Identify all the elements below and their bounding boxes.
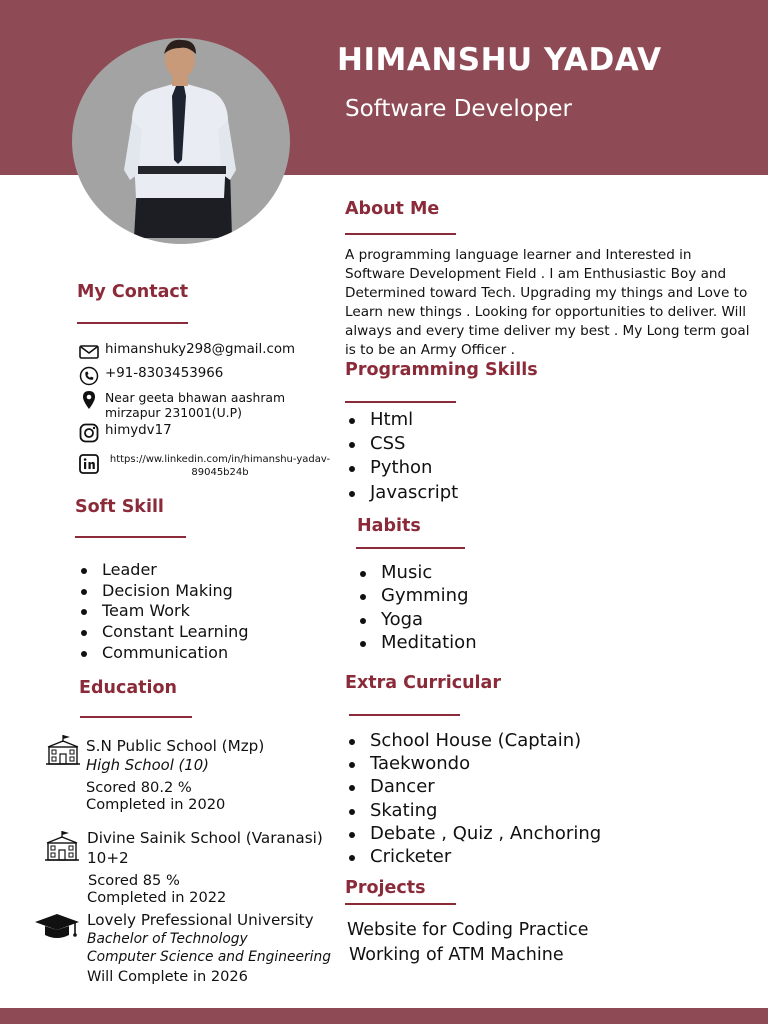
- projects-heading: Projects: [345, 878, 426, 898]
- soft-skill-rule: [75, 536, 186, 538]
- education-score: Scored 80.2 %: [86, 779, 192, 796]
- soft-skill-heading: Soft Skill: [75, 497, 164, 517]
- address-text: Near geeta bhawan aashram mirzapur 231001(U.P): [105, 390, 286, 420]
- education-heading: Education: [79, 678, 177, 698]
- programming-skill-item: Javascript: [346, 481, 458, 505]
- extra-curricular-item: Debate , Quiz , Anchoring: [346, 822, 601, 845]
- education-school-name: Lovely Prefessional University: [87, 911, 314, 929]
- extra-curricular-heading: Extra Curricular: [345, 673, 501, 693]
- education-completed: Will Complete in 2026: [87, 968, 248, 985]
- linkedin-text: https://ww.linkedin.com/in/himanshu-yadav-89045b24b: [109, 454, 331, 478]
- education-level: High School (10): [86, 757, 209, 774]
- habit-item: Music: [357, 561, 477, 584]
- soft-skill-item: Constant Learning: [78, 622, 248, 643]
- programming-skill-list: [346, 408, 458, 505]
- habit-item: Yoga: [357, 608, 477, 631]
- soft-skill-item: Decision Making: [78, 581, 248, 602]
- extra-curricular-item: Taekwondo: [346, 752, 601, 775]
- person-figure: [72, 38, 290, 244]
- graduation-cap-icon: [33, 912, 81, 947]
- phone-icon: [78, 366, 100, 386]
- contact-instagram[interactable]: [78, 423, 172, 443]
- education-school-name: Divine Sainik School (Varanasi): [87, 829, 323, 847]
- education-level: 10+2: [87, 849, 129, 867]
- soft-skill-item: Team Work: [78, 601, 248, 622]
- extra-curricular-item: Skating: [346, 799, 601, 822]
- programming-heading: Programming Skills: [345, 360, 538, 380]
- soft-skill-item: Leader: [78, 560, 248, 581]
- contact-linkedin[interactable]: [78, 453, 335, 479]
- extra-curricular-rule: [349, 714, 460, 716]
- profile-name: HIMANSHU YADAV: [337, 42, 662, 78]
- habits-heading: Habits: [357, 516, 421, 536]
- contact-rule: [77, 322, 188, 324]
- contact-address: [78, 390, 315, 420]
- education-rule: [80, 716, 192, 718]
- education-entry-college: [87, 828, 323, 906]
- education-completed: Completed in 2022: [87, 889, 227, 906]
- about-rule: [345, 233, 456, 235]
- habit-item: Gymming: [357, 584, 477, 607]
- education-level: Bachelor of Technology: [87, 931, 248, 947]
- education-field: Computer Science and Engineering: [87, 949, 331, 965]
- phone-text: +91-8303453966: [105, 366, 224, 381]
- extra-curricular-item: Dancer: [346, 775, 601, 798]
- contact-phone[interactable]: [78, 366, 223, 386]
- location-pin-icon: [78, 390, 100, 410]
- extra-curricular-item: School House (Captain): [346, 729, 601, 752]
- school-building-icon: [43, 829, 81, 868]
- project-item: Website for Coding Practice: [347, 920, 589, 940]
- linkedin-icon: [78, 454, 100, 474]
- instagram-text: himydv17: [105, 423, 172, 438]
- programming-skill-item: Html: [346, 408, 458, 432]
- habits-rule: [356, 547, 465, 549]
- programming-skill-item: CSS: [346, 432, 458, 456]
- education-entry-university: [87, 910, 331, 985]
- education-entry-school: [86, 736, 264, 813]
- soft-skill-item: Communication: [78, 643, 248, 664]
- project-item: Working of ATM Machine: [349, 945, 564, 965]
- about-heading: About Me: [345, 199, 440, 219]
- projects-rule: [345, 903, 456, 905]
- envelope-icon: [78, 342, 100, 362]
- soft-skill-list: [78, 560, 248, 664]
- contact-email[interactable]: [78, 342, 295, 362]
- extra-curricular-item: Cricketer: [346, 845, 601, 868]
- habit-item: Meditation: [357, 631, 477, 654]
- email-text: himanshuky298@gmail.com: [105, 342, 296, 357]
- programming-skill-item: Python: [346, 456, 458, 480]
- education-school-name: S.N Public School (Mzp): [86, 737, 265, 755]
- education-score: Scored 85 %: [88, 872, 180, 889]
- profile-photo: [72, 38, 290, 244]
- footer-band: [0, 1008, 768, 1024]
- instagram-icon: [78, 423, 100, 443]
- extra-curricular-list: [346, 729, 601, 868]
- school-building-icon: [44, 733, 82, 772]
- profile-role: Software Developer: [345, 96, 572, 122]
- about-text: A programming language learner and Interested in Software Development Field . I am Enthusiastic Boy and Determined toward Tech. Upgrading my things and Love to Learn new things . Looking for opportunities to deliver. Will always and every time deliver my best . My Long term goal is to be an Army Officer .: [345, 247, 750, 358]
- programming-rule: [345, 401, 456, 403]
- education-completed: Completed in 2020: [86, 796, 226, 813]
- habits-list: [357, 561, 477, 654]
- contact-heading: My Contact: [77, 282, 189, 302]
